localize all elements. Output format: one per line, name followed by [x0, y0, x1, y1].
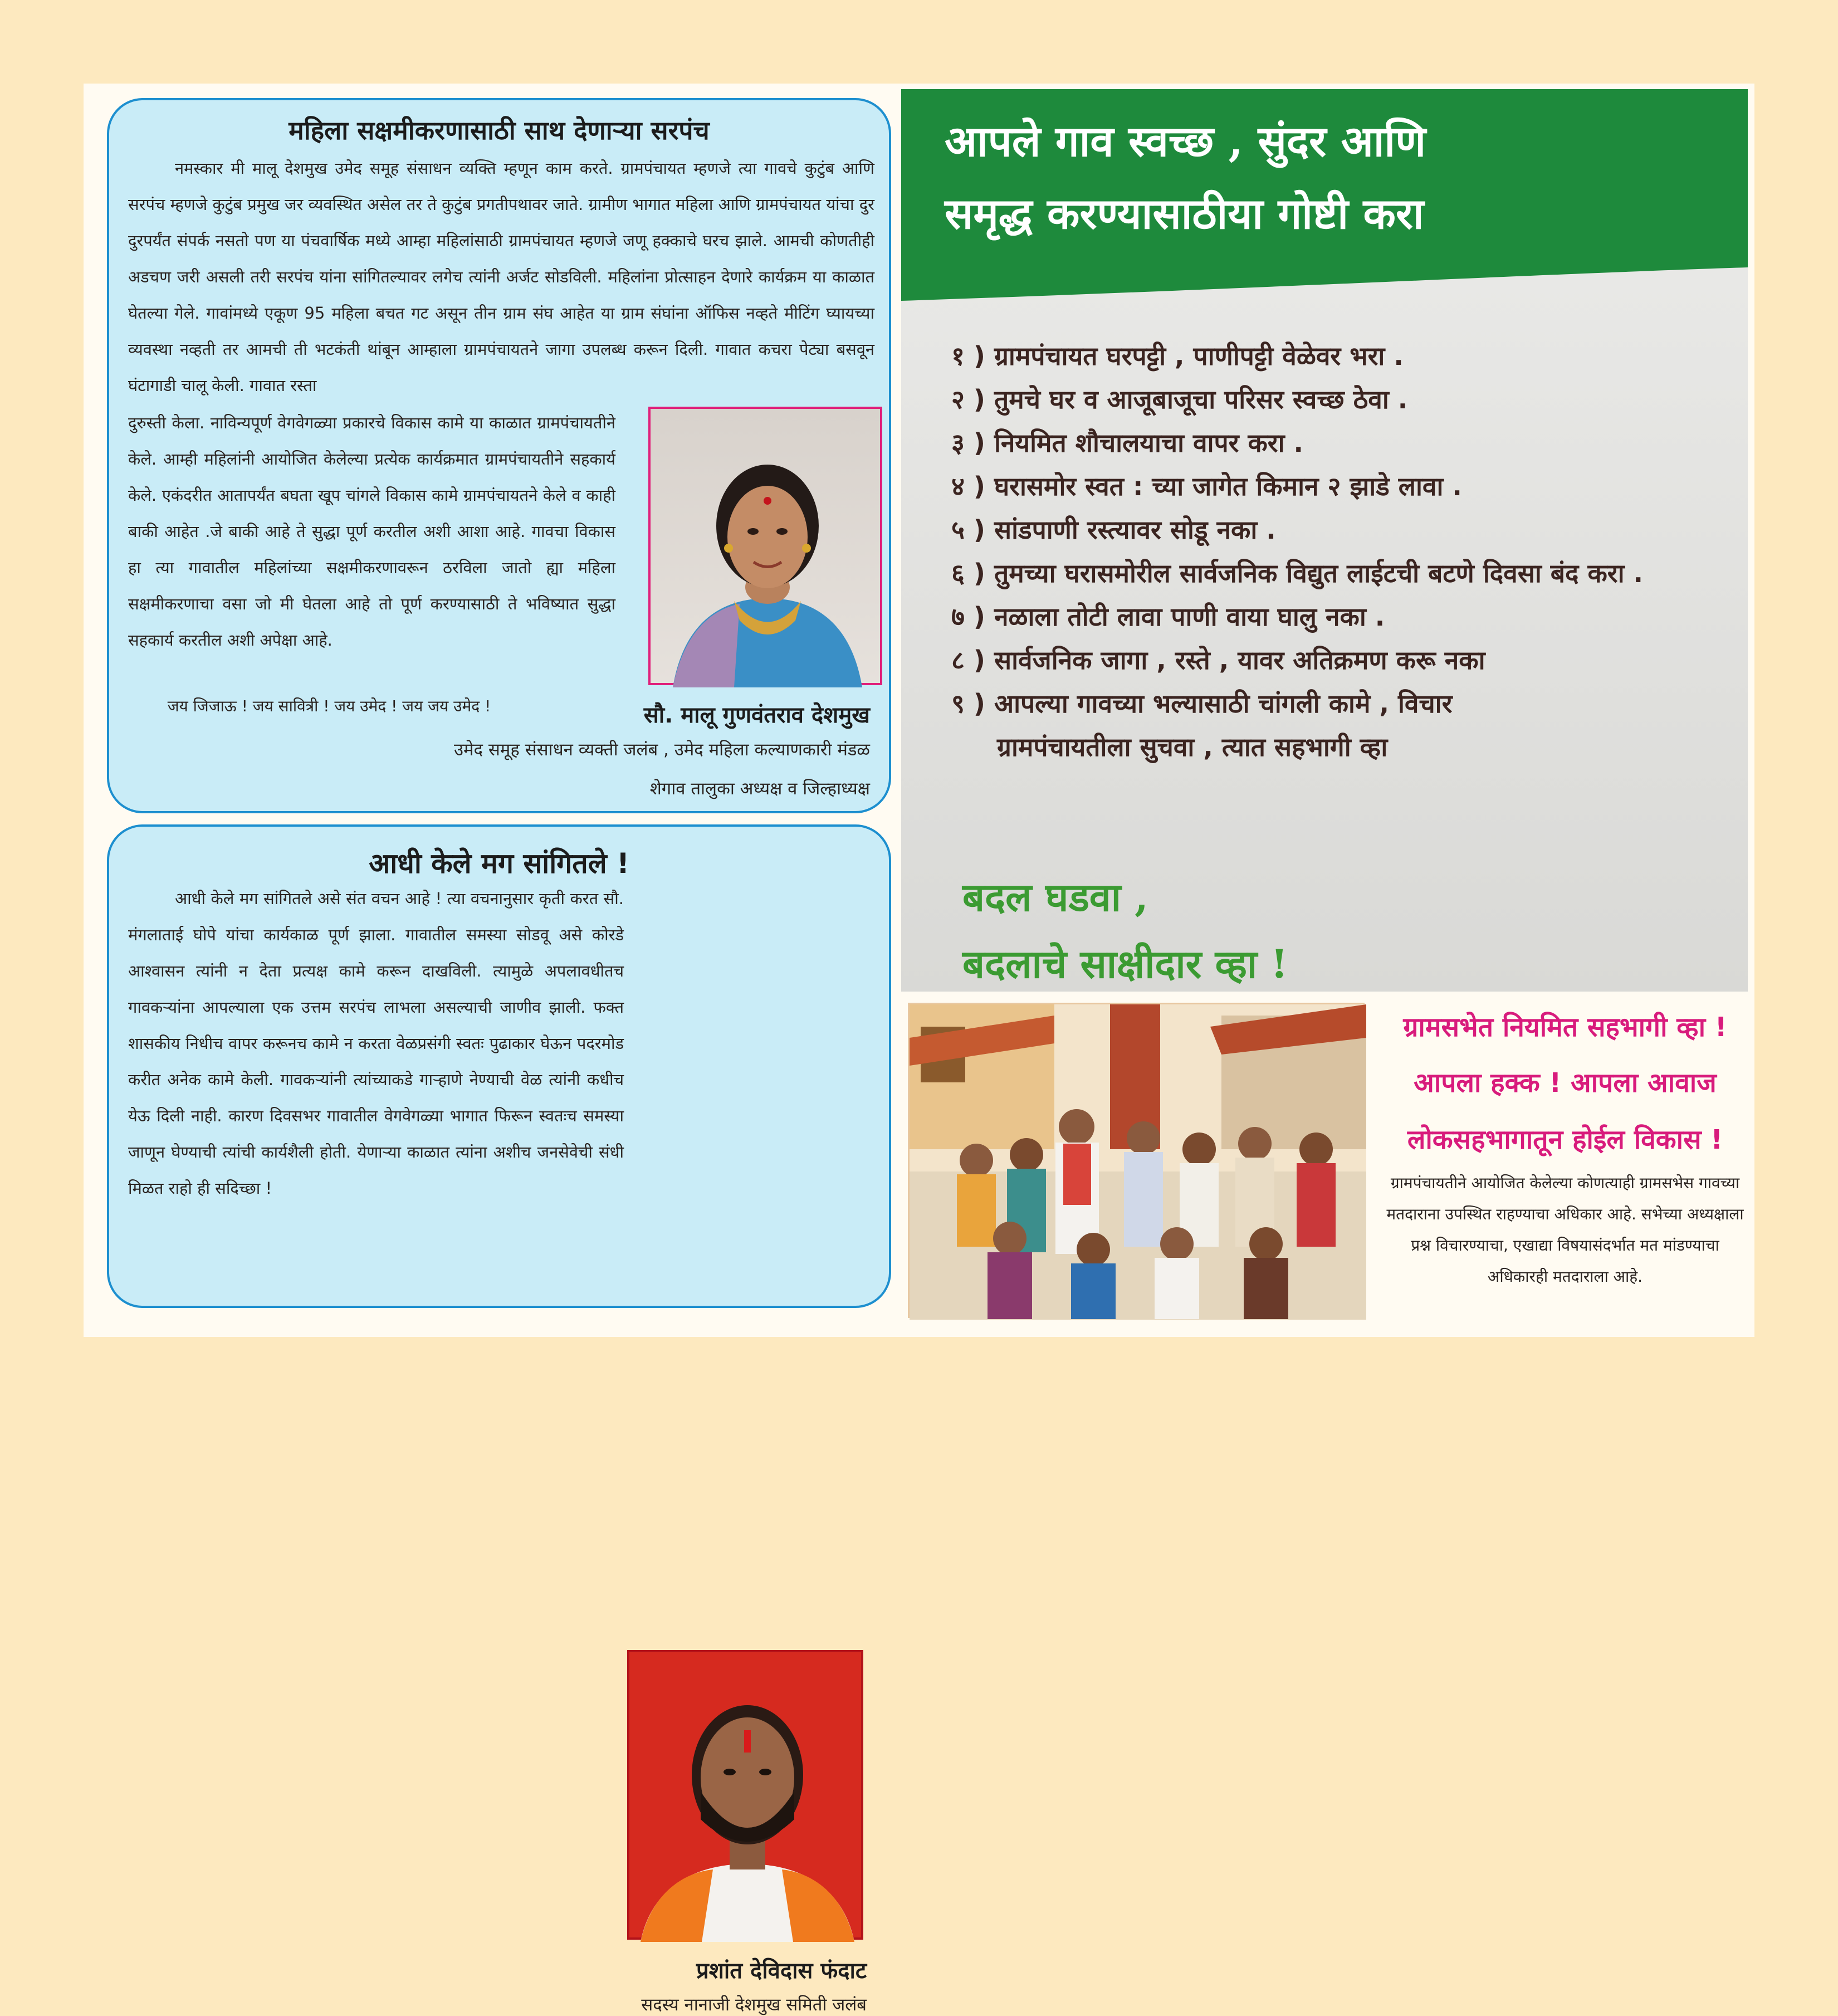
- list-item: ४ ) घरासमोर स्वत : च्या जागेत किमान २ झाडे लावा .: [951, 471, 1462, 501]
- article2-body: आधी केले मग सांगितले असे संत वचन आहे ! त्या वचनानुसार कृती करत सौ. मंगलाताई घोपे यांचा कार्यकाळ पूर्ण झाला. गावातील समस्या सोडवू असे कोरडे आश्वासन त्यांनी न देता प्रत्यक्ष कामे करून दाखविली. त्यामुळे अपलावधीतच गावकऱ्यांना आपल्याला एक उत्तम सरपंच लाभला असल्याची जाणीव झाली. फक्त शासकीय निधीच वापर करूनच कामे न करता वेळप्रसंगी स्वतः पुढाकार घेऊन पदरमोड करीत अनेक कामे केली. गावकऱ्यांनी त्यांच्याकडे गाऱ्हाणे नेण्याची वेळ त्यांनी कधीच येऊ दिली नाही. कारण दिवसभर गावातील वेगवेगळ्या भागात फिरून स्वतःच समस्या जाणून घेण्याची त्यांची कार्यशैली होती. येणाऱ्या काळात त्यांना अशीच जनसेवेची संधी मिळत राहो ही सदिच्छा !: [128, 889, 624, 1198]
- gramsabha-line3: लोकसहभागातून होईल विकास !: [1407, 1124, 1723, 1155]
- list-item: ८ ) सार्वजनिक जागा , रस्ते , यावर अतिक्रमण करू नका: [951, 645, 1485, 675]
- list-item: २ ) तुमचे घर व आजूबाजूचा परिसर स्वच्छ ठेवा .: [951, 384, 1408, 414]
- article1-title: महिला सक्षमीकरणासाठी साथ देणाऱ्या सरपंच: [289, 115, 710, 145]
- article1-body-full: नमस्कार मी मालू देशमुख उमेद समूह संसाधन व्यक्ति म्हणून काम करते. ग्रामपंचायत म्हणजे त्या गावचे कुटुंब आणि सरपंच म्हणजे कुटुंब प्रमुख जर व्यवस्थित असेल तर ते कुटुंब प्रगतीपथावर जाते. ग्रामीण भागात महिला आणि ग्रामपंचायत यांचा दुर दुरपर्यंत संपर्क नसतो पण या पंचवार्षिक मध्ये आम्हा महिलांसाठी ग्रामपंचायत म्हणजे जणू हक्काचे घरच झाले. आमची कोणतीही अडचण जरी असली तरी सरपंच यांना सांगितल्यावर लगेच त्यांनी अर्जट सोडविली. महिलांना प्रोत्साहन देणारे कार्यक्रम या काळात घेतल्या गेले. गावांमध्ये एकूण 95 महिला बचत गट असून तीन ग्राम संघ आहेत या ग्राम संघांना ऑफिस नव्हते मीटिंग घ्यायच्या व्यवस्था नव्हती तर आमची ती भटकंती थांबून आम्हाला ग्रामपंचायतने जागा उपलब्ध करून दिली. गावात कचरा पेट्या बसवून घंटागाडी चालू केली. गावात रस्ता: [128, 159, 874, 395]
- woman-portrait-icon: [651, 409, 884, 687]
- poster-list: [951, 334, 1742, 769]
- article1-signature-role: उमेद समूह संसाधन व्यक्ती जलंब , उमेद महिला कल्याणकारी मंडळ: [454, 740, 870, 760]
- poster-slogan-2: बदलाचे साक्षीदार व्हा !: [962, 941, 1288, 987]
- newspaper-page: [84, 84, 1754, 2015]
- poster-heading-line1: आपले गाव स्वच्छ , सुंदर आणि: [945, 116, 1426, 166]
- article2-signature-role: सदस्य नानाजी देशमुख समिती जलंब: [641, 1995, 867, 2015]
- gramsabha-line2: आपला हक्क ! आपला आवाज: [1414, 1067, 1717, 1099]
- list-item: ६ ) तुमच्या घरासमोरील सार्वजनिक विद्युत लाईटची बटणे दिवसा बंद करा .: [951, 558, 1644, 588]
- article-sarpanch-support: [107, 98, 891, 813]
- gramsabha-illustration: [908, 1003, 1365, 1318]
- man-portrait-icon: [629, 1652, 866, 1942]
- article1-closing: जय जिजाऊ ! जय सावित्री ! जय उमेद ! जय जय उमेद !: [167, 697, 491, 715]
- article1-signature-position: शेगाव तालुका अध्यक्ष व जिल्हाध्यक्ष: [649, 779, 870, 799]
- list-item-continuation: ग्रामपंचायतीला सुचवा , त्यात सहभागी व्हा: [997, 732, 1388, 762]
- village-meeting-illustration-icon: [910, 1004, 1366, 1320]
- list-item: ३ ) नियमित शौचालयाचा वापर करा .: [951, 428, 1303, 458]
- sarpanch-woman-photo: [648, 407, 882, 685]
- article1-signature-name: सौ. मालू गुणवंतराव देशमुख: [643, 702, 870, 728]
- article1-body-narrow: दुरुस्ती केला. नाविन्यपूर्ण वेगवेगळ्या प्रकारचे विकास कामे या काळात ग्रामपंचायतीने केले. आम्ही महिलांनी आयोजित केलेल्या प्रत्येक कार्यक्रमात ग्रामपंचायतीने सहकार्य केले. एकंदरीत आतापर्यंत बघता खूप चांगले विकास कामे ग्रामपंचायतने केले व काही बाकी आहेत .जे बाकी आहे ते सुद्धा पूर्ण करतील अशी आशा आहे. गावचा विकास हा त्या गावातील महिलांच्या सक्षमीकरणावरून ठरविला जातो ह्या महिला सक्षमीकरणाचा वसा जो मी घेतला आहे तो पूर्ण करण्यासाठी ते भविष्यात सुद्धा सहकार्य करतील अशी अपेक्षा आहे.: [128, 413, 615, 650]
- poster-slogan-1: बदल घडवा ,: [962, 874, 1148, 920]
- clean-village-poster: [901, 89, 1748, 992]
- list-item: ९ ) आपल्या गावच्या भल्यासाठी चांगली कामे , विचार: [951, 689, 1453, 719]
- list-item: ५ ) सांडपाणी रस्त्यावर सोडू नका .: [951, 515, 1276, 545]
- poster-heading-line2: समृद्ध करण्यासाठीया गोष्टी करा: [945, 189, 1424, 238]
- list-item: १ ) ग्रामपंचायत घरपट्टी , पाणीपट्टी वेळेवर भरा .: [951, 341, 1404, 371]
- list-item: ७ ) नळाला तोटी लावा पाणी वाया घालु नका .: [951, 602, 1385, 632]
- article2-signature-name: प्रशांत देविदास फंदाट: [696, 1958, 867, 1984]
- gramsabha-paragraph: ग्रामपंचायतीने आयोजित केलेल्या कोणत्याही ग्रामसभेस गावच्या मतदाराना उपस्थित राहण्याचा अधिकार आहे. सभेच्या अध्यक्षाला प्रश्न विचारण्याचा, एखाद्या विषयासंदर्भात मत मांडण्याचा अधिकारही मतदाराला आहे.: [1386, 1174, 1744, 1286]
- article2-title: आधी केले मग सांगितले !: [369, 847, 629, 880]
- article-done-then-said: [107, 824, 891, 2015]
- gramsabha-line1: ग्रामसभेत नियमित सहभागी व्हा !: [1403, 1012, 1727, 1043]
- man-photo: [627, 1650, 863, 1940]
